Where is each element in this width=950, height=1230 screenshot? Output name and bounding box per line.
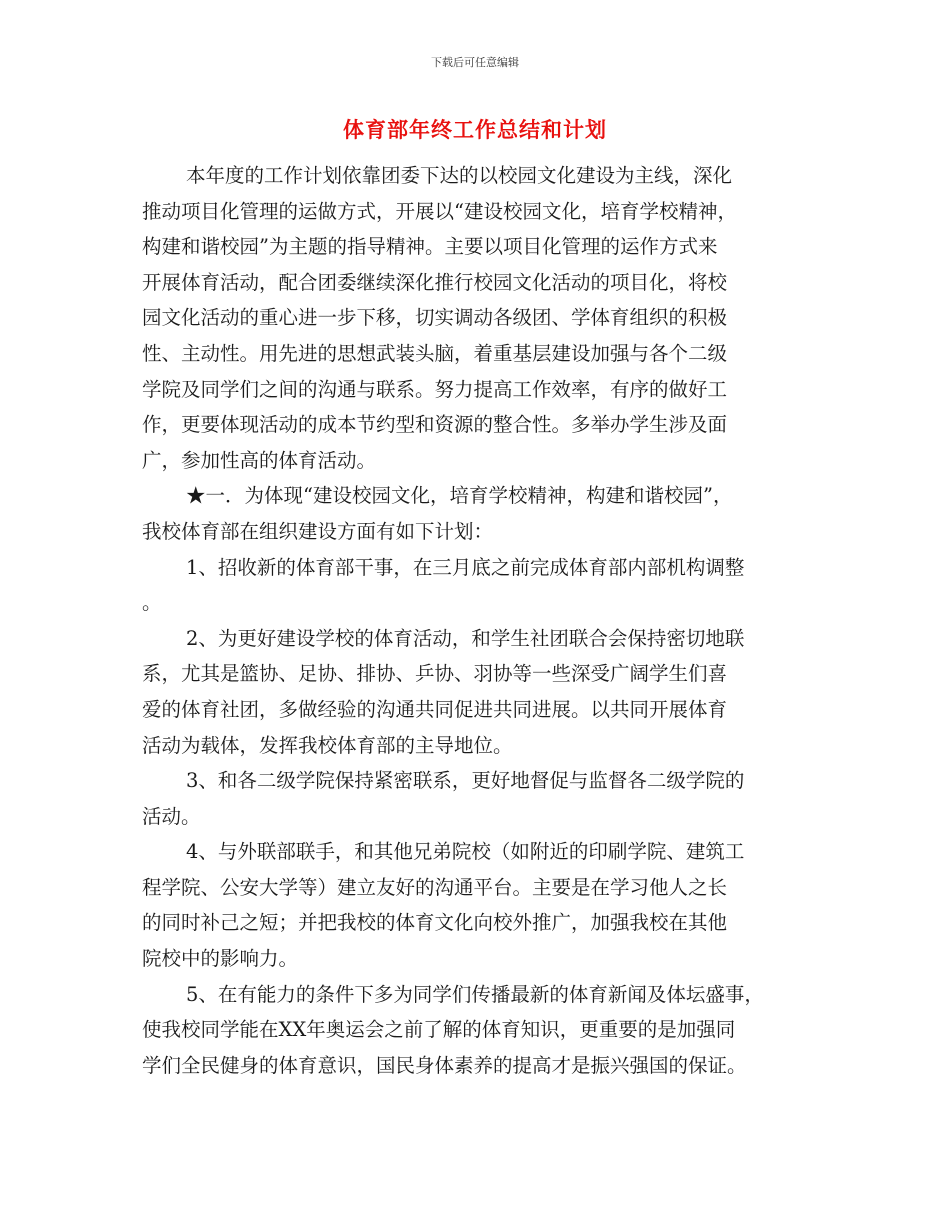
text-line: 活动。 (142, 804, 201, 828)
text-line: 学院及同学们之间的沟通与联系。努力提高工作效率，有序的做好工 (142, 377, 728, 401)
text-line: 爱的体育社团，多做经验的沟通共同促进共同进展。以共同开展体育 (142, 697, 728, 721)
text-line: 1、招收新的体育部干事，在三月底之前完成体育部内部机构调整 (186, 555, 745, 579)
text-line: 3、和各二级学院保持紧密联系，更好地督促与监督各二级学院的 (186, 769, 745, 793)
text-line: 2、为更好建设学校的体育活动，和学生社团联合会保持密切地联 (186, 626, 745, 650)
text-line: ★一．为体现“建设校园文化，培育学校精神，构建和谐校园”， (186, 484, 733, 508)
document-title: 体育部年终工作总结和计划 (343, 117, 607, 142)
text-line: 广，参加性高的体育活动。 (142, 448, 377, 472)
text-line: 使我校同学能在XX年奥运会之前了解的体育知识，更重要的是加强同 (142, 1018, 736, 1042)
text-line: 推动项目化管理的运做方式，开展以“建设校园文化，培育学校精神， (142, 199, 737, 223)
text-line: 性、主动性。用先进的思想武装头脑，着重基层建设加强与各个二级 (142, 341, 728, 365)
text-line: 院校中的影响力。 (142, 947, 299, 971)
text-line: 。 (142, 591, 162, 615)
text-line: 本年度的工作计划依靠团委下达的以校园文化建设为主线，深化 (186, 164, 733, 187)
text-line: 的同时补己之短；并把我校的体育文化向校外推广，加强我校在其他 (142, 911, 728, 935)
text-line: 作，更要体现活动的成本节约型和资源的整合性。多举办学生涉及面 (142, 413, 728, 437)
text-line: 学们全民健身的体育意识，国民身体素养的提高才是振兴强国的保证。 (142, 1053, 747, 1077)
text-line: 4、与外联部联手，和其他兄弟院校（如附近的印刷学院、建筑工 (186, 840, 745, 864)
document-body (142, 158, 822, 1083)
text-line: 园文化活动的重心进一步下移，切实调动各级团、学体育组织的积极 (142, 306, 728, 330)
header-note: 下载后可任意编辑 (431, 56, 519, 69)
text-line: 程学院、公安大学等）建立友好的沟通平台。主要是在学习他人之长 (142, 875, 728, 899)
text-line: 构建和谐校园”为主题的指导精神。主要以项目化管理的运作方式来 (142, 235, 718, 259)
text-line: 开展体育活动，配合团委继续深化推行校园文化活动的项目化，将校 (142, 270, 728, 294)
text-line: 系，尤其是篮协、足协、排协、乒协、羽协等一些深受广阔学生们喜 (142, 662, 728, 686)
text-line: 5、在有能力的条件下多为同学们传播最新的体育新闻及体坛盛事， (186, 982, 764, 1006)
text-line: 活动为载体，发挥我校体育部的主导地位。 (142, 733, 513, 757)
text-line: 我校体育部在组织建设方面有如下计划： (142, 519, 494, 543)
